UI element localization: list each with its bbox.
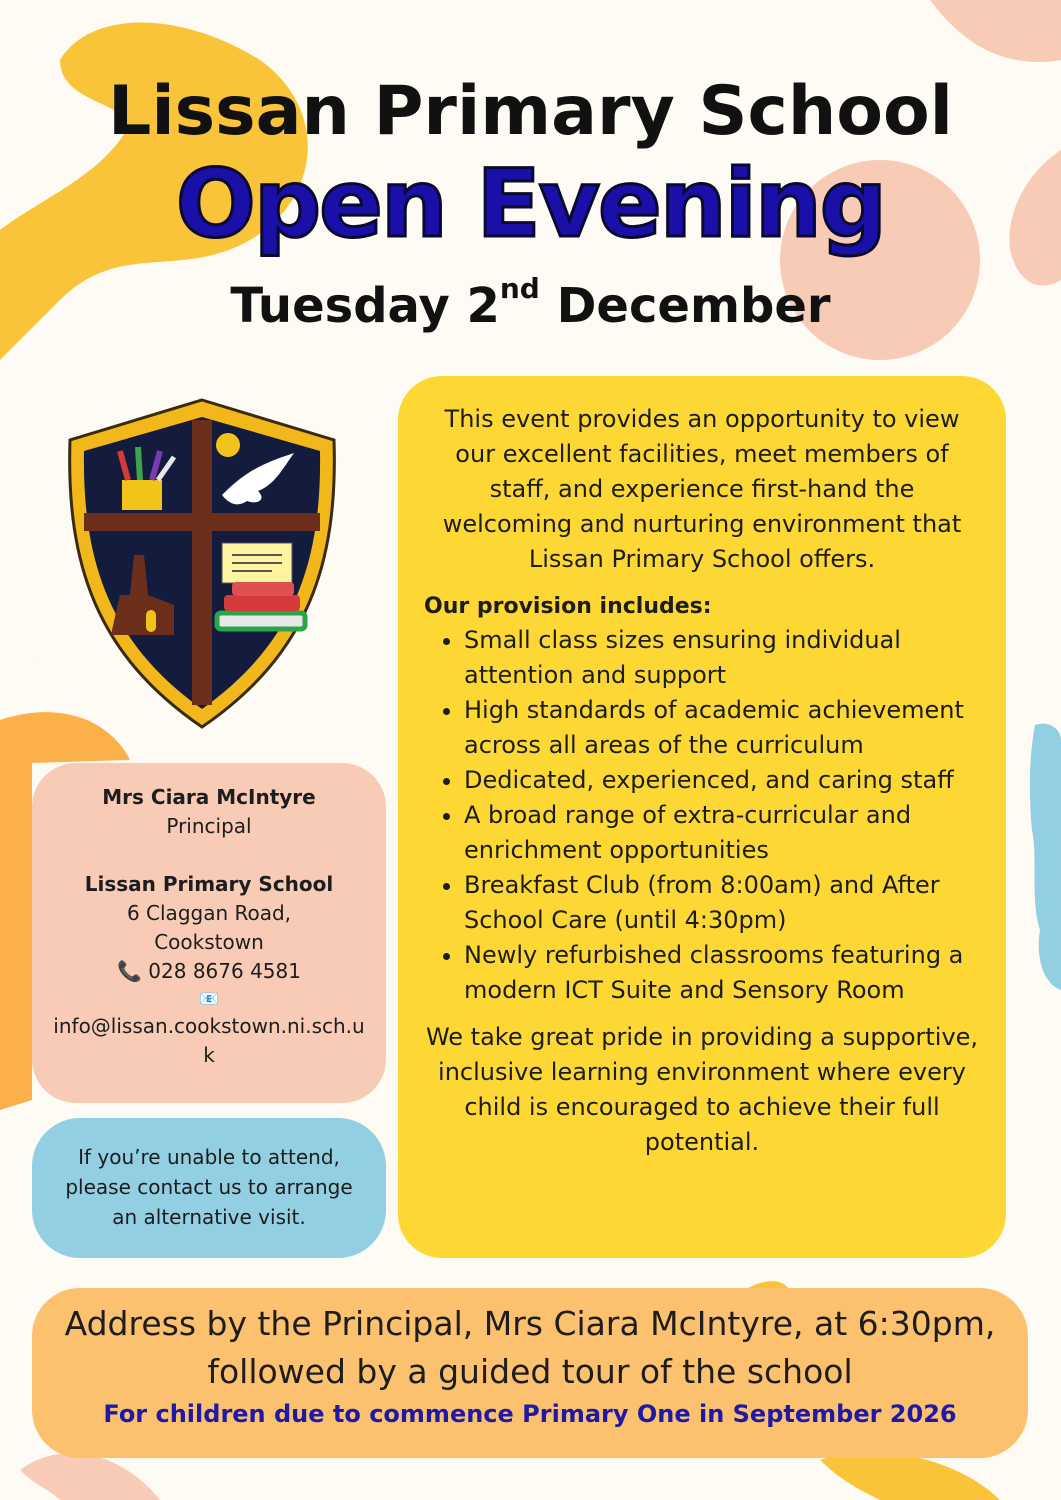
phone-number[interactable]: 028 8676 4581 xyxy=(148,959,301,983)
list-item: • Dedicated, experienced, and caring staff xyxy=(464,763,980,798)
date-month: December xyxy=(556,278,831,334)
alternative-visit-note xyxy=(32,1118,386,1258)
info-panel xyxy=(398,376,1006,1258)
contact-name: Mrs Ciara McIntyre xyxy=(102,785,316,809)
eligibility-text: For children due to commence Primary One in September 2026 xyxy=(103,1400,957,1428)
event-date xyxy=(0,272,1061,334)
intro-text: This event provides an opportunity to view our excellent facilities, meet members of staff, and experience first-hand the welcoming and nurturing environment that Lissan Primary School offers. xyxy=(442,405,962,573)
orange-side-left xyxy=(0,760,32,1110)
note-text: If you’re unable to attend, please contact us to arrange an alternative visit. xyxy=(65,1145,353,1229)
address-line-1: 6 Claggan Road, xyxy=(126,901,292,925)
event-title: Open Evening xyxy=(175,150,886,259)
list-item: • Breakfast Club (from 8:00am) and After School Care (until 4:30pm) xyxy=(464,868,980,938)
bottom-banner xyxy=(32,1288,1028,1458)
email-icon: 📧 xyxy=(199,989,219,1008)
blue-strokes-right xyxy=(1030,724,1061,990)
school-title: Lissan Primary School xyxy=(108,72,953,151)
yellow-swoosh-bottomright xyxy=(820,1452,1000,1500)
peach-blob-topright xyxy=(930,0,1061,62)
phone-row xyxy=(42,957,376,986)
contact-role: Principal xyxy=(166,814,252,838)
school-crest-icon xyxy=(62,395,342,735)
phone-icon: 📞 xyxy=(117,959,142,983)
list-item: • Newly refurbished classrooms featuring a modern ICT Suite and Sensory Room xyxy=(464,938,980,1008)
list-item: • High standards of academic achievement across all areas of the curriculum xyxy=(464,693,980,763)
provision-heading: Our provision includes: xyxy=(424,594,712,619)
contact-card xyxy=(32,763,386,1103)
outro-text: We take great pride in providing a supportive, inclusive learning environment where every child is encouraged to achieve their full potential. xyxy=(425,1023,979,1156)
provision-list xyxy=(424,623,980,1008)
contact-school: Lissan Primary School xyxy=(84,872,334,896)
date-day: Tuesday 2 xyxy=(230,278,500,334)
date-suffix: nd xyxy=(499,272,540,305)
address-line-2: Cookstown xyxy=(154,930,264,954)
list-item: • A broad range of extra-curricular and enrichment opportunities xyxy=(464,798,980,868)
peach-swoosh-bottomleft xyxy=(20,1453,160,1500)
principal-address-text: Address by the Principal, Mrs Ciara McIntyre, at 6:30pm, followed by a guided tour of the school xyxy=(64,1304,996,1391)
list-item: • Small class sizes ensuring individual attention and support xyxy=(464,623,980,693)
email-link[interactable]: info@lissan.cookstown.ni.sch.uk xyxy=(53,1014,365,1067)
